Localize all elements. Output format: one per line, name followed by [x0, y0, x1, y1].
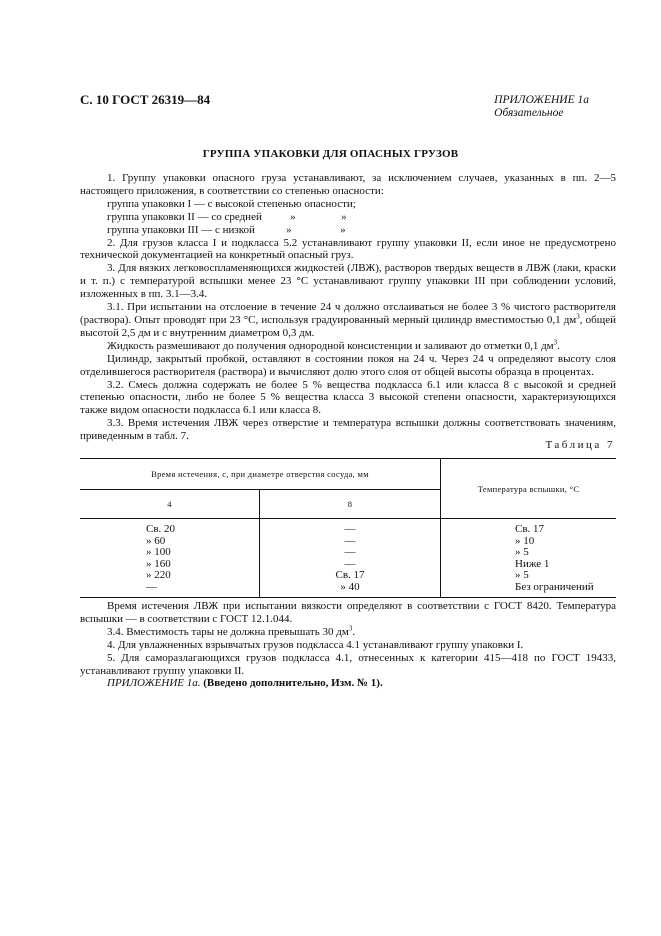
list-item-2-text: группа упаковки II — со средней: [107, 210, 262, 223]
page-header: С. 10 ГОСТ 26319—84: [80, 92, 211, 107]
appendix-label: ПРИЛОЖЕНИЕ 1а: [494, 94, 589, 106]
table-cell: » 5: [515, 569, 529, 581]
table-cell: Св. 20: [146, 523, 176, 535]
ditto-mark: »: [286, 223, 292, 236]
footer-note-bold: (Введено дополнительно, Изм. № 1).: [203, 677, 383, 690]
table-7: [80, 458, 616, 598]
paragraph-4: 4. Для увлажненных взрывчатых грузов подкласса 4.1 устанавливают группу упаковки I.: [107, 638, 524, 651]
paragraph-3-1-tail: , общей высотой 2,5 дм и с внутренним диаметром 0,3 дм.: [80, 313, 617, 339]
table-header-col1: 4: [80, 490, 260, 519]
list-item-3: [80, 224, 616, 237]
paragraph-3-4-text: 3.4. Вместимость тары не должна превышать 30 дм: [107, 625, 349, 638]
paragraph-3-1-text: 3.1. При испытании на отслоение в течение 24 ч должно отслаиваться не более 3 % чистого растворителя (раствора). Опыт проводят при 23 °С, используя градуированный мерный цилиндр вместимостью 0,1 дм: [80, 301, 616, 326]
table-cell: —: [344, 523, 356, 535]
paragraph-3-3: 3.3. Время истечения ЛВЖ через отверстие и температура вспышки должны соответствовать значениям, приведенным в табл. 7.: [80, 417, 616, 443]
table-cell: » 220: [146, 569, 171, 581]
table-cell: Св. 17: [335, 569, 365, 581]
list-item-2: [80, 211, 616, 224]
table-col2-values: [260, 519, 441, 598]
table-caption: Таблица 7: [545, 439, 615, 451]
table-cell: —: [344, 557, 356, 570]
table-header-temp: Температура вспышки, °С: [441, 459, 617, 519]
table-cell: —: [146, 580, 157, 593]
ditto-mark: »: [290, 210, 296, 223]
paragraph-3-1-cylinder: Цилиндр, закрытый пробкой, оставляют в состоянии покоя на 24 ч. Через 24 ч определяют высоту слоя отделившегося растворителя (раствора) и вычисляют долю этого слоя от общей высоты образца в процентах.: [80, 352, 616, 378]
footer-note-italic: ПРИЛОЖЕНИЕ 1а.: [107, 677, 201, 690]
body-text: [80, 172, 616, 443]
list-item-3-text: группа упаковки III — с низкой: [107, 223, 255, 236]
paragraph-5: 5. Для саморазлагающихся грузов подкласса 4.1, отнесенных к категории 415—418 по ГОСТ 19433, устанавливают группу упаковки II.: [80, 651, 616, 677]
table-cell: » 5: [515, 546, 529, 558]
superscript: 3: [576, 312, 580, 321]
appendix-status: Обязательное: [494, 107, 564, 119]
appendix-label-block: [494, 94, 589, 120]
table-cell: » 100: [146, 546, 171, 558]
table-col1-values: [80, 519, 260, 598]
lower-text: [80, 600, 616, 690]
table-cell: » 10: [515, 534, 535, 547]
paragraph-viscosity: Время истечения ЛВЖ при испытании вязкости определяют в соответствии с ГОСТ 8420. Температура вспышки — в соответствии с ГОСТ 12.1.044.: [80, 600, 616, 625]
table-cell: Св. 17: [515, 523, 545, 535]
ditto-mark: »: [341, 210, 347, 223]
superscript: 3: [553, 338, 558, 347]
paragraph-3-1-fill-text: Жидкость размешивают до получения однородной консистенции и заливают до отметки 0,1 дм: [107, 339, 554, 352]
list-item-1: группа упаковки I — с высокой степенью опасности;: [107, 197, 356, 210]
paragraph-3: 3. Для вязких легковоспламеняющихся жидкостей (ЛВЖ), растворов твердых веществ в ЛВЖ (лаки, краски и т. п.) с температурой вспышки менее 23 °С устанавливают группу упаковки III при соблюдении условий, изложенных в пп. 3.1—3.4.: [80, 262, 616, 301]
ditto-mark: »: [340, 223, 346, 236]
table-cell: » 60: [146, 534, 166, 547]
footer-note: [80, 677, 616, 690]
table-header-span: Время истечения, с, при диаметре отверстия сосуда, мм: [80, 459, 441, 490]
table-cell: —: [344, 534, 356, 547]
section-title: ГРУППА УПАКОВКИ ДЛЯ ОПАСНЫХ ГРУЗОВ: [202, 148, 459, 160]
table-header-col2: 8: [260, 490, 441, 519]
superscript: 3: [348, 624, 353, 633]
paragraph-3-2: 3.2. Смесь должна содержать не более 5 % вещества подкласса 6.1 или класса 8 с высокой и средней степенью опасности, либо не более 5 % вещества класса 3 высокой степени опасности, характеризующихся также видом опасности подкласса 6.1 или класса 8.: [80, 378, 616, 417]
table-cell: » 160: [146, 557, 171, 570]
paragraph-3-1-fill: Жидкость размешивают до получения однородной консистенции и заливают до отметки 0,1 $дм^3$.: [107, 338, 560, 352]
table-col3-values: [441, 519, 617, 598]
paragraph-1: 1. Группу упаковки опасного груза устанавливают, за исключением случаев, указанных в пп. 2—5 настоящего приложения, в соответствии со степенью опасности:: [80, 172, 616, 197]
paragraph-2: 2. Для грузов класса I и подкласса 5.2 устанавливают группу упаковки II, если иное не предусмотрено технической документацией на конкретный опасный груз.: [80, 236, 616, 262]
table-cell: » 40: [340, 580, 360, 593]
paragraph-3-4: 3.4. Вместимость тары не должна превышать 30 $дм^3$.: [107, 624, 356, 638]
paragraph-3-1: [80, 301, 616, 340]
table-cell: Ниже 1: [515, 557, 550, 570]
table-cell: —: [344, 546, 356, 558]
table-cell: Без ограничений: [515, 580, 594, 593]
